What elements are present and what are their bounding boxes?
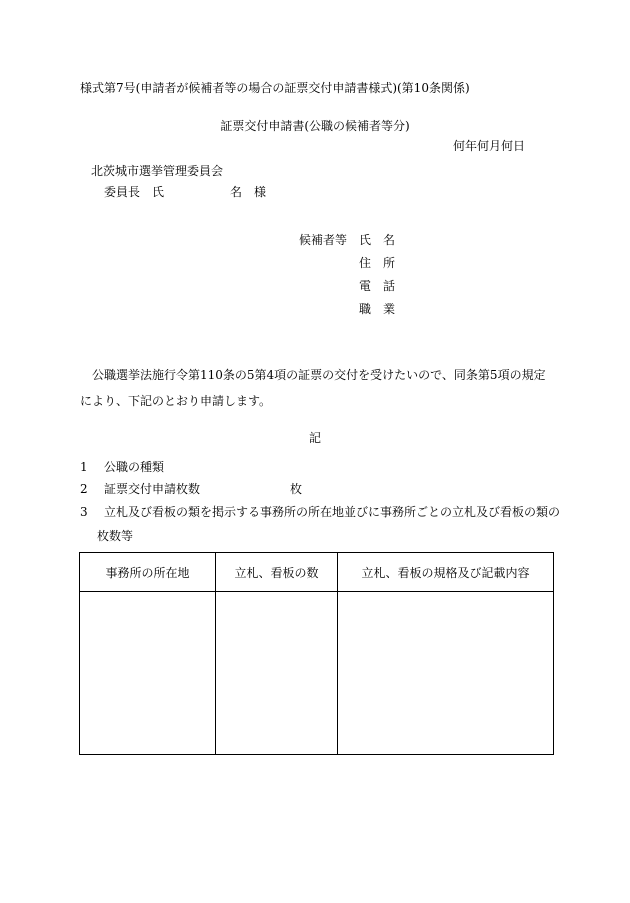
table-row	[80, 592, 554, 755]
header-signboard-count: 立札、看板の数	[216, 553, 338, 592]
application-body-text: 公職選挙法施行令第110条の5第4項の証票の交付を受けたいので、同条第5項の規定により、下記のとおり申請します。	[80, 368, 546, 408]
candidate-address-label: 住 所	[359, 256, 396, 270]
item-3-continuation: 枚数等	[97, 529, 134, 543]
item-1-number: 1	[80, 460, 88, 474]
item-2-text: 証票交付申請枚数	[104, 482, 201, 496]
item-1-text: 公職の種類	[104, 460, 165, 474]
header-signboard-spec: 立札、看板の規格及び記載内容	[338, 553, 554, 592]
form-number-title: 様式第7号(申請者が候補者等の場合の証票交付申請書様式)(第10条関係)	[80, 81, 470, 95]
signboard-spec-cell[interactable]	[338, 592, 554, 755]
candidate-name-label: 氏 名	[359, 233, 396, 247]
table-header-row	[80, 553, 554, 592]
candidate-heading: 候補者等	[299, 233, 348, 247]
item-2-number: 2	[80, 482, 88, 496]
candidate-occupation-label: 職 業	[359, 302, 396, 316]
addressee-chair: 委員長 氏	[104, 185, 165, 199]
signboard-count-cell[interactable]	[216, 592, 338, 755]
ki-heading: 記	[308, 431, 321, 445]
application-date: 何年何月何日	[453, 139, 526, 153]
office-signboard-table	[79, 552, 554, 755]
office-location-cell[interactable]	[80, 592, 216, 755]
header-office-location: 事務所の所在地	[80, 553, 216, 592]
item-3-number: 3	[80, 505, 88, 519]
candidate-phone-label: 電 話	[359, 279, 396, 293]
item-3-text: 立札及び看板の類を掲示する事務所の所在地並びに事務所ごとの立札及び看板の類の	[104, 505, 561, 519]
item-1	[80, 461, 164, 473]
item-3	[80, 506, 560, 518]
item-2-unit: 枚	[290, 482, 303, 496]
addressee-committee: 北茨城市選挙管理委員会	[91, 164, 224, 178]
addressee-honorific: 名 様	[230, 185, 267, 199]
item-2	[80, 483, 200, 495]
document-title: 証票交付申請書(公職の候補者等分)	[220, 119, 410, 133]
